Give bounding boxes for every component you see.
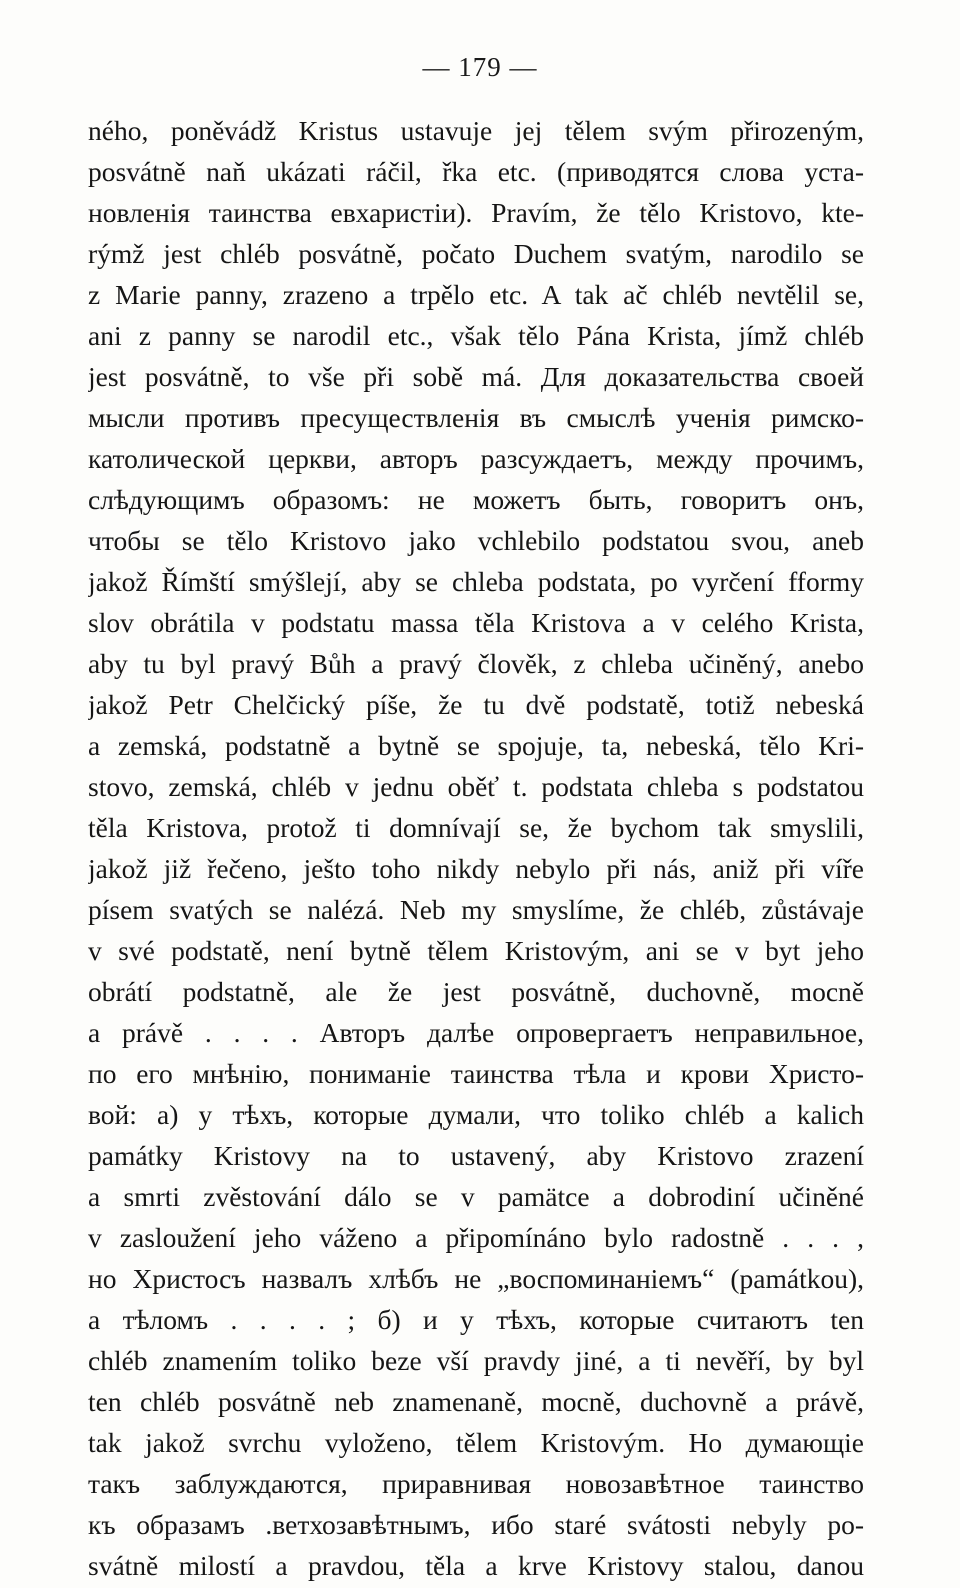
text-line: stovo, zemská, chléb v jednu oběť t. podstata chleba s podstatou bbox=[88, 771, 864, 802]
text-line: slov obrátila v podstatu massa těla Kristova a v celého Krista, bbox=[88, 607, 864, 638]
text-line: вой: а) у тѣхъ, которые думали, что toliko chléb a kalich bbox=[88, 1099, 864, 1130]
text-line: a právě . . . . Авторъ далѣе опровергаетъ неправильное, bbox=[88, 1017, 864, 1048]
text-line: jest posvátně, to vše při sobě má. Для доказательства своей bbox=[88, 361, 864, 392]
text-line: но Христосъ назвалъ хлѣбъ не „воспоминаніемъ“ (památkou), bbox=[88, 1263, 864, 1294]
text-line: obrátí podstatně, ale že jest posvátně, duchovně, mocně bbox=[88, 976, 864, 1007]
text-line: v své podstatě, není bytně tělem Kristovým, ani se v byt jeho bbox=[88, 935, 864, 966]
text-line: ani z panny se narodil etc., však tělo Pána Krista, jímž chléb bbox=[88, 320, 864, 351]
text-line: jakož již řečeno, ješto toho nikdy nebylo při nás, aniž při víře bbox=[88, 853, 864, 884]
text-line: такъ заблуждаются, приравнивая новозавѣтное таинство bbox=[88, 1468, 864, 1499]
text-line: rýmž jest chléb posvátně, počato Duchem svatým, narodilo se bbox=[88, 238, 864, 269]
text-line: католической церкви, авторъ разсуждаетъ, между прочимъ, bbox=[88, 443, 864, 474]
text-line: къ образамъ .ветхозавѣтнымъ, ибо staré svátosti nebyly po- bbox=[88, 1509, 864, 1540]
text-line: v zasloužení jeho váženo a připomínáno bylo radostně . . . , bbox=[88, 1222, 864, 1253]
text-line: a тѣломъ . . . . ; б) и у тѣхъ, которые считаютъ ten bbox=[88, 1304, 864, 1335]
text-line: по его мнѣнію, пониманіе таинства тѣла и крови Христо- bbox=[88, 1058, 864, 1089]
page-number: — 179 — bbox=[422, 52, 538, 82]
text-line: památky Kristovy na to ustavený, aby Kristovo zrazení bbox=[88, 1140, 864, 1171]
text-line: ného, poněvádž Kristus ustavuje jej tělem svým přirozeným, bbox=[88, 115, 864, 146]
text-line: a zemská, podstatně a bytně se spojuje, ta, nebeská, tělo Kri- bbox=[88, 730, 864, 761]
text-line: новленія таинства евхаристіи). Pravím, že tělo Kristovo, kte- bbox=[88, 197, 864, 228]
text-line: svátně milostí a pravdou, těla a krve Kristovy stalou, danou bbox=[88, 1550, 864, 1581]
text-line: aby tu byl pravý Bůh a pravý člověk, z chleba učiněný, anebo bbox=[88, 648, 864, 679]
text-line: z Marie panny, zrazeno a trpělo etc. A tak ač chléb nevtělil se, bbox=[88, 279, 864, 310]
text-line: posvátně naň ukázati ráčil, řka etc. (приводятся слова уста- bbox=[88, 156, 864, 187]
text-line: jakož Římští smýšlejí, aby se chleba podstata, po vyrčení fformy bbox=[88, 566, 864, 597]
text-line: jakož Petr Chelčický píše, že tu dvě podstatě, totiž nebeská bbox=[88, 689, 864, 720]
text-line: мысли противъ пресуществленія въ смыслѣ ученія римско- bbox=[88, 402, 864, 433]
text-line: слѣдующимъ образомъ: не можетъ быть, говоритъ онъ, bbox=[88, 484, 864, 515]
text-line: chléb znamením toliko beze vší pravdy jiné, a ti nevěří, by byl bbox=[88, 1345, 864, 1376]
text-line: tak jakož svrchu vyloženo, tělem Kristovým. Но думающіе bbox=[88, 1427, 864, 1458]
text-line: písem svatých se nalézá. Neb my smyslíme, že chléb, zůstávaje bbox=[88, 894, 864, 925]
text-line: чтобы se tělo Kristovo jako vchlebilo podstatou svou, aneb bbox=[88, 525, 864, 556]
body-text bbox=[88, 110, 864, 1586]
text-line: ten chléb posvátně neb znamenaně, mocně, duchovně a právě, bbox=[88, 1386, 864, 1417]
text-line: těla Kristova, protož ti domnívají se, že bychom tak smyslili, bbox=[88, 812, 864, 843]
text-line: a smrti zvěstování dálo se v pamätce a dobrodiní učiněné bbox=[88, 1181, 864, 1212]
